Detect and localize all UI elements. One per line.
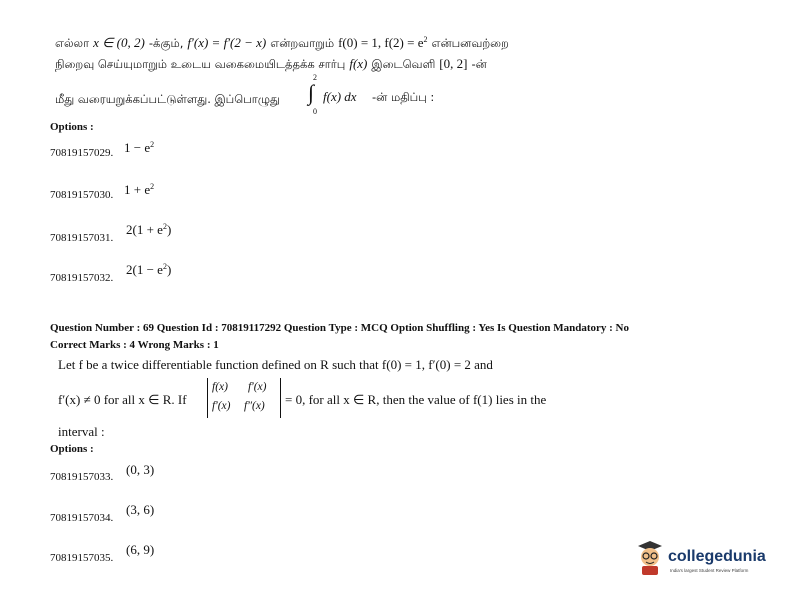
- q1-line3: [55, 90, 280, 108]
- q1-line2: [55, 55, 487, 73]
- q1-tamil: எல்லா: [55, 36, 90, 50]
- question-header: Question Number : 69 Question Id : 70819117292 Question Type : MCQ Option Shuffling : Yes Is Question Mandatory : No: [50, 322, 629, 334]
- option-value: $1 - e^2$: [124, 140, 155, 155]
- option-id: 70819157029.: [50, 147, 114, 159]
- option-id: 70819157032.: [50, 272, 114, 284]
- determinant: [207, 378, 281, 418]
- q2-line2-b: = 0, for all x ∈ R, then the value of f(1) lies in the: [285, 392, 547, 407]
- q1-tamil: என்றவாறும்: [270, 36, 335, 50]
- q1-math: f′(x) = f′(2 − x): [187, 35, 267, 50]
- option-id: 70819157035.: [50, 552, 114, 564]
- options-label: Options :: [50, 443, 94, 455]
- integral-upper-limit: 2: [313, 73, 317, 82]
- logo-tagline: India's largest Student Review Platform: [670, 568, 749, 573]
- integral-lower-limit: 0: [313, 107, 317, 116]
- q1-superscript: 2: [423, 35, 428, 44]
- collegedunia-logo: [634, 540, 774, 580]
- det-cell: f′(x): [212, 400, 231, 412]
- logo-text: collegedunia: [668, 548, 766, 565]
- option-id: 70819157034.: [50, 512, 114, 524]
- option-id: 70819157030.: [50, 189, 114, 201]
- q1-math: f(0) = 1, f(2) = e: [338, 35, 424, 50]
- q1-tamil: -க்கும்,: [148, 36, 184, 50]
- mascot-icon: [634, 540, 666, 576]
- q1-tamil: -ன்: [471, 57, 487, 71]
- integral-sign: ∫: [308, 80, 315, 105]
- options-label: Options :: [50, 121, 94, 133]
- option-id: 70819157033.: [50, 471, 114, 483]
- det-cell: f′(x): [248, 381, 267, 393]
- option-value: $1 + e^2$: [124, 182, 155, 197]
- q1-tamil: நிறைவு செய்யுமாறும் உடைய வகைமையிடத்தக்க சார்பு: [55, 57, 346, 71]
- q2-line2-a: f′(x) ≠ 0 for all x ∈ R. If: [58, 392, 187, 407]
- option-value: (6, 9): [126, 542, 155, 557]
- q1-math: x ∈ (0, 2): [93, 35, 145, 50]
- q1-tamil: -ன் மதிப்பு :: [372, 90, 435, 104]
- q1-line1: [55, 34, 509, 52]
- q1-math: [0, 2]: [439, 56, 468, 71]
- q2-line3: interval :: [58, 424, 105, 439]
- option-value: (3, 6): [126, 502, 155, 517]
- det-cell: f″(x): [244, 400, 265, 412]
- q1-tamil: என்பனவற்றை: [431, 36, 509, 50]
- q1-tamil: மீது வரையறுக்கப்பட்டுள்ளது. இப்பொழுது: [55, 92, 281, 106]
- option-value: $2(1 - e^2)$: [126, 262, 172, 277]
- q1-math: f(x): [349, 56, 368, 71]
- question-marks: Correct Marks : 4 Wrong Marks : 1: [50, 339, 219, 351]
- q2-line1: Let f be a twice differentiable function defined on R such that f(0) = 1, f′(0) = 2 and: [58, 357, 493, 372]
- option-id: 70819157031.: [50, 232, 114, 244]
- det-cell: f(x): [212, 381, 228, 393]
- option-value: (0, 3): [126, 462, 155, 477]
- integrand: f(x) dx: [323, 89, 357, 104]
- option-value: $2(1 + e^2)$: [126, 222, 172, 237]
- q1-tamil: இடைவெளி: [371, 57, 436, 71]
